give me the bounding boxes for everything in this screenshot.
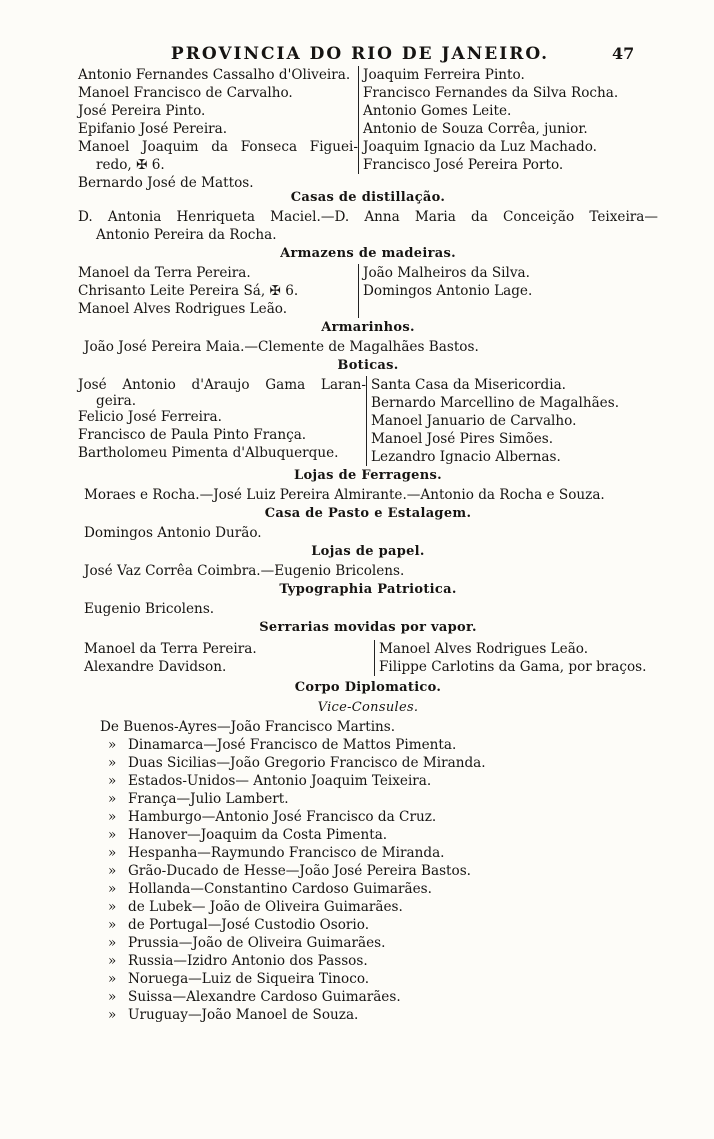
ditto-mark: » [108,1007,117,1023]
list-item: Antonio Fernandes Cassalho d'Oliveira. [78,67,351,83]
list-item: Joaquim Ignacio da Luz Machado. [363,139,598,155]
list-item-text: de Portugal—José Custodio Osorio. [128,917,370,933]
list-item [78,754,658,772]
list-item: Filippe Carlotins da Gama, por braços. [379,659,647,675]
sawmill-list [78,640,658,676]
list-item: João Malheiros da Silva. [363,265,530,281]
list-item [78,970,658,988]
list-item [78,880,658,898]
page-body [78,66,658,1024]
ditto-mark: » [108,809,117,825]
vice-consul-list [78,736,658,1024]
list-item: Manoel Alves Rodrigues Leão. [78,301,288,317]
list-item: Domingos Antonio Durão. [84,525,262,541]
section-heading: Corpo Diplomatico. [294,680,442,695]
page-number: 47 [612,44,635,63]
list-item: Antonio de Souza Corrêa, junior. [363,121,588,137]
list-item [78,898,658,916]
list-item: Bernardo José de Mattos. [78,175,254,191]
list-item: Francisco de Paula Pinto França. [78,427,307,443]
list-item-text: Prussia—João de Oliveira Guimarães. [128,935,386,951]
list-item: José Antonio d'Araujo Gama Laran- [78,377,366,393]
list-item: geira. [96,393,137,409]
list-item-text: Estados-Unidos— Antonio Joaquim Teixeira. [128,773,432,789]
list-item: Lezandro Ignacio Albernas. [371,449,561,465]
list-item-text: Russia—Izidro Antonio dos Passos. [128,953,368,969]
list-item: Manoel Januario de Carvalho. [371,413,577,429]
section-heading: Casas de distillação. [290,190,446,205]
list-item-text: Noruega—Luiz de Siqueira Tinoco. [128,971,370,987]
list-item-text: Hollanda—Constantino Cardoso Guimarães. [128,881,432,897]
list-item-text: Uruguay—João Manoel de Souza. [128,1007,359,1023]
list-item-text: Hanover—Joaquim da Costa Pimenta. [128,827,388,843]
ditto-mark: » [108,899,117,915]
list-item: Manoel José Pires Simões. [371,431,554,447]
list-item: Manoel da Terra Pereira. [84,641,257,657]
ditto-mark: » [108,773,117,789]
list-item: José Pereira Pinto. [78,103,206,119]
list-item [78,862,658,880]
list-item: Chrisanto Leite Pereira Sá, ✠ 6. [78,283,299,299]
list-item: Antonio Pereira da Rocha. [96,227,277,243]
list-item [78,952,658,970]
section-heading: Lojas de Ferragens. [294,468,442,483]
list-item [78,736,658,754]
list-item-text: Duas Sicilias—João Gregorio Francisco de Miranda. [128,755,486,771]
list-item: José Vaz Corrêa Coimbra.—Eugenio Bricolens. [84,563,405,579]
list-item: Felicio José Ferreira. [78,409,222,425]
list-item: D. Antonia Henriqueta Maciel.—D. Anna Maria da Conceição Teixeira— [78,209,658,225]
ditto-mark: » [108,917,117,933]
list-item [78,790,658,808]
timber-list [78,264,658,318]
list-item: Manoel Alves Rodrigues Leão. [379,641,589,657]
section-subheading: Vice-Consules. [317,700,419,715]
list-item [78,826,658,844]
list-item [78,808,658,826]
ditto-mark: » [108,737,117,753]
section-heading: Armazens de madeiras. [280,246,456,261]
list-item: Moraes e Rocha.—José Luiz Pereira Almirante.—Antonio da Rocha e Souza. [84,487,605,503]
list-item [78,844,658,862]
list-item [78,988,658,1006]
ditto-mark: » [108,935,117,951]
ditto-mark: » [108,845,117,861]
list-item: Manoel da Terra Pereira. [78,265,251,281]
list-item: Manoel Joaquim da Fonseca Figuei- [78,139,358,155]
list-item: Joaquim Ferreira Pinto. [363,67,525,83]
list-item: redo, ✠ 6. [96,157,165,173]
section-heading: Serrarias movidas por vapor. [259,620,477,635]
ditto-mark: » [108,971,117,987]
page-title: PROVINCIA DO RIO DE JANEIRO. [170,44,550,64]
list-item [78,916,658,934]
list-item: Manoel Francisco de Carvalho. [78,85,293,101]
list-item [78,1006,658,1024]
list-item: Domingos Antonio Lage. [363,283,533,299]
ditto-mark: » [108,755,117,771]
section-heading: Lojas de papel. [311,544,425,559]
list-item-text: Hespanha—Raymundo Francisco de Miranda. [128,845,445,861]
list-item-text: Suissa—Alexandre Cardoso Guimarães. [128,989,401,1005]
list-item-text: de Lubek— João de Oliveira Guimarães. [128,899,403,915]
section-heading: Casa de Pasto e Estalagem. [264,506,472,521]
list-item: Bartholomeu Pimenta d'Albuquerque. [78,445,339,461]
ditto-mark: » [108,863,117,879]
list-item: João José Pereira Maia.—Clemente de Magalhães Bastos. [84,339,479,355]
section-heading: Typographia Patriotica. [279,582,457,597]
pharmacy-list [78,376,658,466]
list-item [78,772,658,790]
list-item: Bernardo Marcellino de Magalhães. [371,395,620,411]
ditto-mark: » [108,989,117,1005]
list-item: Alexandre Davidson. [84,659,227,675]
list-item: Epifanio José Pereira. [78,121,228,137]
list-item: De Buenos-Ayres—João Francisco Martins. [100,719,396,735]
list-item: Santa Casa da Misericordia. [371,377,566,393]
ditto-mark: » [108,791,117,807]
section-heading: Boticas. [337,358,399,373]
list-item-text: Dinamarca—José Francisco de Mattos Pimenta. [128,737,457,753]
ditto-mark: » [108,881,117,897]
list-item-text: França—Julio Lambert. [128,791,289,807]
ditto-mark: » [108,827,117,843]
merchants-list [78,66,658,192]
list-item: Francisco José Pereira Porto. [363,157,564,173]
list-item: Francisco Fernandes da Silva Rocha. [363,85,619,101]
list-item [78,934,658,952]
list-item: Antonio Gomes Leite. [363,103,512,119]
list-item-text: Grão-Ducado de Hesse—João José Pereira Bastos. [128,863,472,879]
ditto-mark: » [108,953,117,969]
list-item: Eugenio Bricolens. [84,601,215,617]
list-item-text: Hamburgo—Antonio José Francisco da Cruz. [128,809,437,825]
section-heading: Armarinhos. [321,320,415,335]
